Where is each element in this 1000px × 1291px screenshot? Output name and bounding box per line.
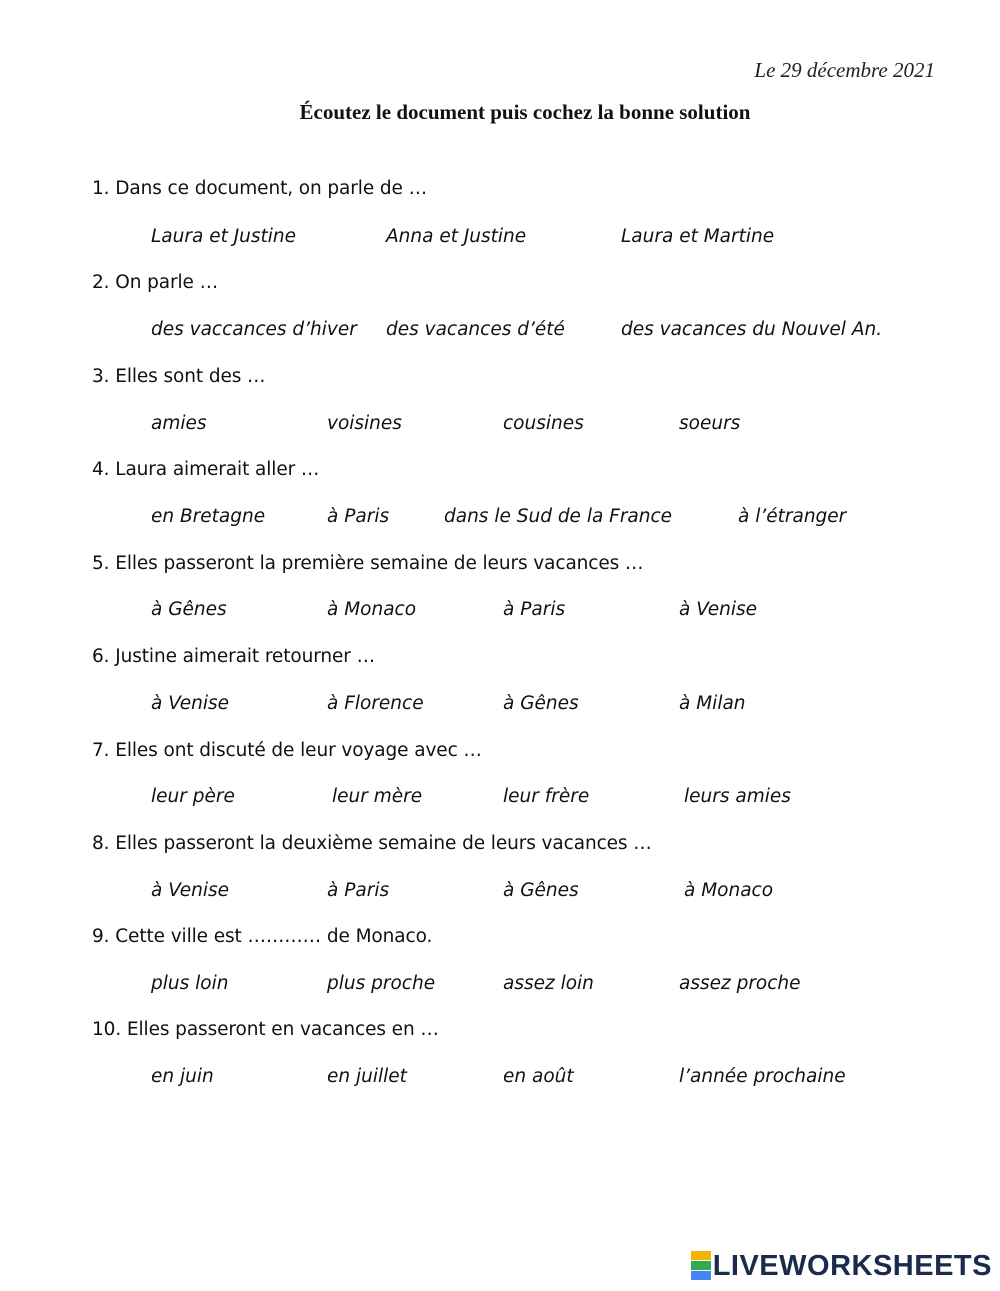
option-7-4[interactable]: leurs amies bbox=[684, 786, 791, 807]
option-6-4[interactable]: à Milan bbox=[679, 693, 746, 714]
question-7: 7. Elles ont discuté de leur voyage avec … bbox=[92, 740, 482, 761]
logo-mark-icon bbox=[691, 1251, 711, 1281]
option-9-4[interactable]: assez proche bbox=[679, 973, 801, 994]
options-8 bbox=[0, 880, 1000, 906]
option-10-3[interactable]: en août bbox=[503, 1066, 574, 1087]
option-3-3[interactable]: cousines bbox=[503, 413, 584, 434]
option-9-3[interactable]: assez loin bbox=[503, 973, 594, 994]
page-title: Écoutez le document puis cochez la bonne solution bbox=[299, 100, 751, 124]
option-1-1[interactable]: Laura et Justine bbox=[151, 226, 297, 247]
options-3 bbox=[0, 413, 1000, 439]
option-8-2[interactable]: à Paris bbox=[327, 880, 390, 901]
option-8-3[interactable]: à Gênes bbox=[503, 880, 579, 901]
option-8-4[interactable]: à Monaco bbox=[684, 880, 774, 901]
option-4-1[interactable]: en Bretagne bbox=[151, 506, 266, 527]
options-7 bbox=[0, 786, 1000, 812]
logo-text: LIVEWORKSHEETS bbox=[712, 1249, 992, 1282]
options-9 bbox=[0, 973, 1000, 999]
options-5 bbox=[0, 599, 1000, 625]
option-2-2[interactable]: des vacances d’été bbox=[386, 319, 565, 340]
document-date: Le 29 décembre 2021 bbox=[754, 58, 935, 82]
options-4 bbox=[0, 506, 1000, 532]
option-5-2[interactable]: à Monaco bbox=[327, 599, 417, 620]
option-9-2[interactable]: plus proche bbox=[327, 973, 436, 994]
option-6-2[interactable]: à Florence bbox=[327, 693, 424, 714]
question-5: 5. Elles passeront la première semaine de leurs vacances … bbox=[92, 553, 644, 574]
option-7-2[interactable]: leur mère bbox=[332, 786, 423, 807]
option-2-3[interactable]: des vacances du Nouvel An. bbox=[621, 319, 883, 340]
question-9: 9. Cette ville est ………… de Monaco. bbox=[92, 926, 433, 947]
option-1-2[interactable]: Anna et Justine bbox=[386, 226, 527, 247]
question-3: 3. Elles sont des … bbox=[92, 366, 266, 387]
question-4: 4. Laura aimerait aller … bbox=[92, 459, 320, 480]
options-1 bbox=[0, 226, 1000, 252]
option-3-4[interactable]: soeurs bbox=[679, 413, 741, 434]
option-4-4[interactable]: à l’étranger bbox=[738, 506, 847, 527]
question-6: 6. Justine aimerait retourner … bbox=[92, 646, 375, 667]
option-1-3[interactable]: Laura et Martine bbox=[621, 226, 775, 247]
question-1: 1. Dans ce document, on parle de … bbox=[92, 178, 428, 199]
question-8: 8. Elles passeront la deuxième semaine de leurs vacances … bbox=[92, 833, 652, 854]
option-4-2[interactable]: à Paris bbox=[327, 506, 390, 527]
options-6 bbox=[0, 693, 1000, 719]
question-2: 2. On parle … bbox=[92, 272, 218, 293]
option-5-1[interactable]: à Gênes bbox=[151, 599, 227, 620]
option-2-1[interactable]: des vaccances d’hiver bbox=[151, 319, 357, 340]
option-5-4[interactable]: à Venise bbox=[679, 599, 758, 620]
option-10-4[interactable]: l’année prochaine bbox=[679, 1066, 846, 1087]
option-6-1[interactable]: à Venise bbox=[151, 693, 230, 714]
option-10-1[interactable]: en juin bbox=[151, 1066, 214, 1087]
option-8-1[interactable]: à Venise bbox=[151, 880, 230, 901]
question-10: 10. Elles passeront en vacances en … bbox=[92, 1019, 439, 1040]
option-3-1[interactable]: amies bbox=[151, 413, 207, 434]
option-3-2[interactable]: voisines bbox=[327, 413, 402, 434]
option-10-2[interactable]: en juillet bbox=[327, 1066, 407, 1087]
options-2 bbox=[0, 319, 1000, 345]
liveworksheets-logo[interactable] bbox=[691, 1251, 992, 1281]
option-6-3[interactable]: à Gênes bbox=[503, 693, 579, 714]
option-5-3[interactable]: à Paris bbox=[503, 599, 566, 620]
options-10 bbox=[0, 1066, 1000, 1092]
option-4-3[interactable]: dans le Sud de la France bbox=[444, 506, 673, 527]
option-7-3[interactable]: leur frère bbox=[503, 786, 590, 807]
option-7-1[interactable]: leur père bbox=[151, 786, 235, 807]
option-9-1[interactable]: plus loin bbox=[151, 973, 229, 994]
